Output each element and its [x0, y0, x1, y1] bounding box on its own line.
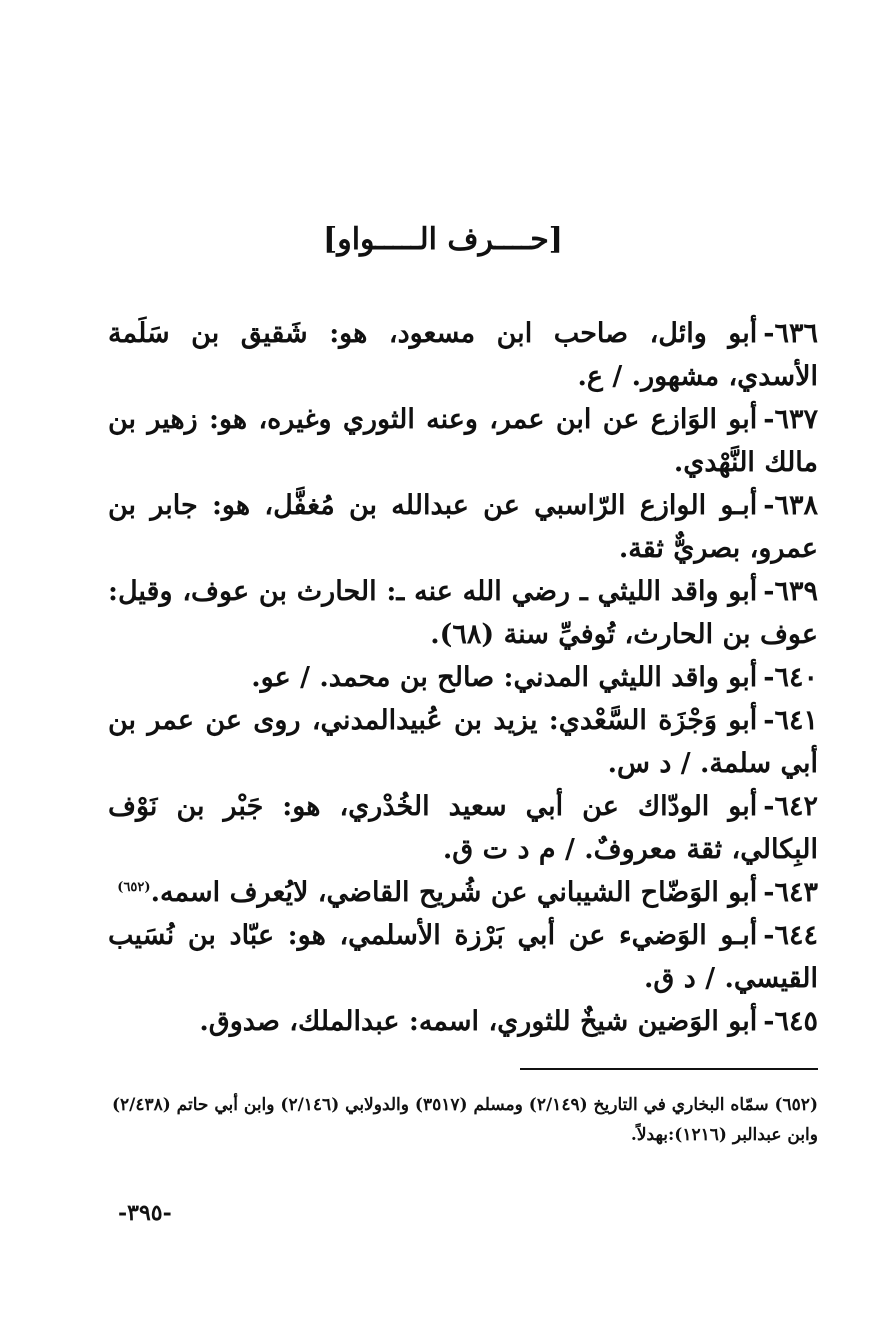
entry-text: أبو وائل، صاحب ابن مسعود، هو: شَقيق بن سَلَمة الأسدي، مشهور. / ع.: [108, 318, 818, 392]
page-number: -٣٩٥-: [118, 1200, 172, 1226]
entry-number: ٦٤٠-: [763, 662, 818, 693]
entry-number: ٦٣٩-: [763, 576, 818, 607]
entry-text: أبو واقد الليثي المدني: صالح بن محمد. / عو.: [251, 662, 758, 693]
list-item: [108, 785, 818, 871]
list-item: [108, 398, 818, 484]
list-item: [108, 484, 818, 570]
entry-text: أبو الوَضّاح الشيباني عن شُريح القاضي، لايُعرف اسمه.: [150, 877, 758, 908]
entry-text: أبـو الوازع الرّاسبي عن عبدالله بن مُغفَّل، هو: جابر بن عمرو، بصريٌّ ثقة.: [108, 490, 818, 564]
list-item: [108, 871, 818, 914]
entry-text: أبو واقد الليثي ـ رضي الله عنه ـ: الحارث بن عوف، وقيل: عوف بن الحارث، تُوفيِّ سنة (٦٨).: [108, 576, 818, 650]
section-heading: [حــــرف الـــــواو]: [323, 222, 563, 257]
entry-text: أبو الودّاك عن أبي سعيد الخُدْري، هو: جَبْر بن نَوْف البِكالي، ثقة معروفٌ. / م د ت ق.: [108, 791, 818, 865]
entry-text: أبو الوَازع عن ابن عمر، وعنه الثوري وغيره، هو: زهير بن مالك النَّهْدي.: [108, 404, 818, 478]
list-item: [108, 699, 818, 785]
entry-number: ٦٤٢-: [763, 791, 818, 822]
entry-text: أبـو الوَضيء عن أبي بَرْزة الأسلمي، هو: عبّاد بن نُسَيب القيسي. / د ق.: [108, 920, 818, 994]
entry-number: ٦٤٥-: [763, 1006, 818, 1037]
list-item: [108, 570, 818, 656]
entry-number: ٦٣٧-: [763, 404, 818, 435]
list-item: [108, 914, 818, 1000]
entry-number: ٦٤١-: [763, 705, 818, 736]
entry-number: ٦٣٨-: [763, 490, 818, 521]
entry-number: ٦٣٦-: [763, 318, 818, 349]
entry-number: ٦٤٤-: [763, 920, 818, 951]
footnote-divider: [520, 1068, 818, 1070]
entry-text: أبو الوَضين شيخٌ للثوري، اسمه: عبدالملك، صدوق.: [199, 1006, 758, 1037]
list-item: [108, 312, 818, 398]
footnote: (٦٥٢) سمّاه البخاري في التاريخ (٢/١٤٩) ومسلم (٣٥١٧) والدولابي (٢/١٤٦) وابن أبي حاتم (٢/٤٣٨) وابن عبدالبر (١٢١٦):بهدلاً.: [111, 1095, 818, 1145]
list-item: [108, 1000, 818, 1043]
footnote-reference: (٦٥٢): [117, 880, 151, 895]
entry-number: ٦٤٣-: [763, 877, 818, 908]
entry-text: أبو وَجْزَة السَّعْدي: يزيد بن عُبيدالمدني، روى عن عمر بن أبي سلمة. / د س.: [108, 705, 818, 779]
entries-list: [108, 312, 818, 1043]
list-item: [108, 656, 818, 699]
